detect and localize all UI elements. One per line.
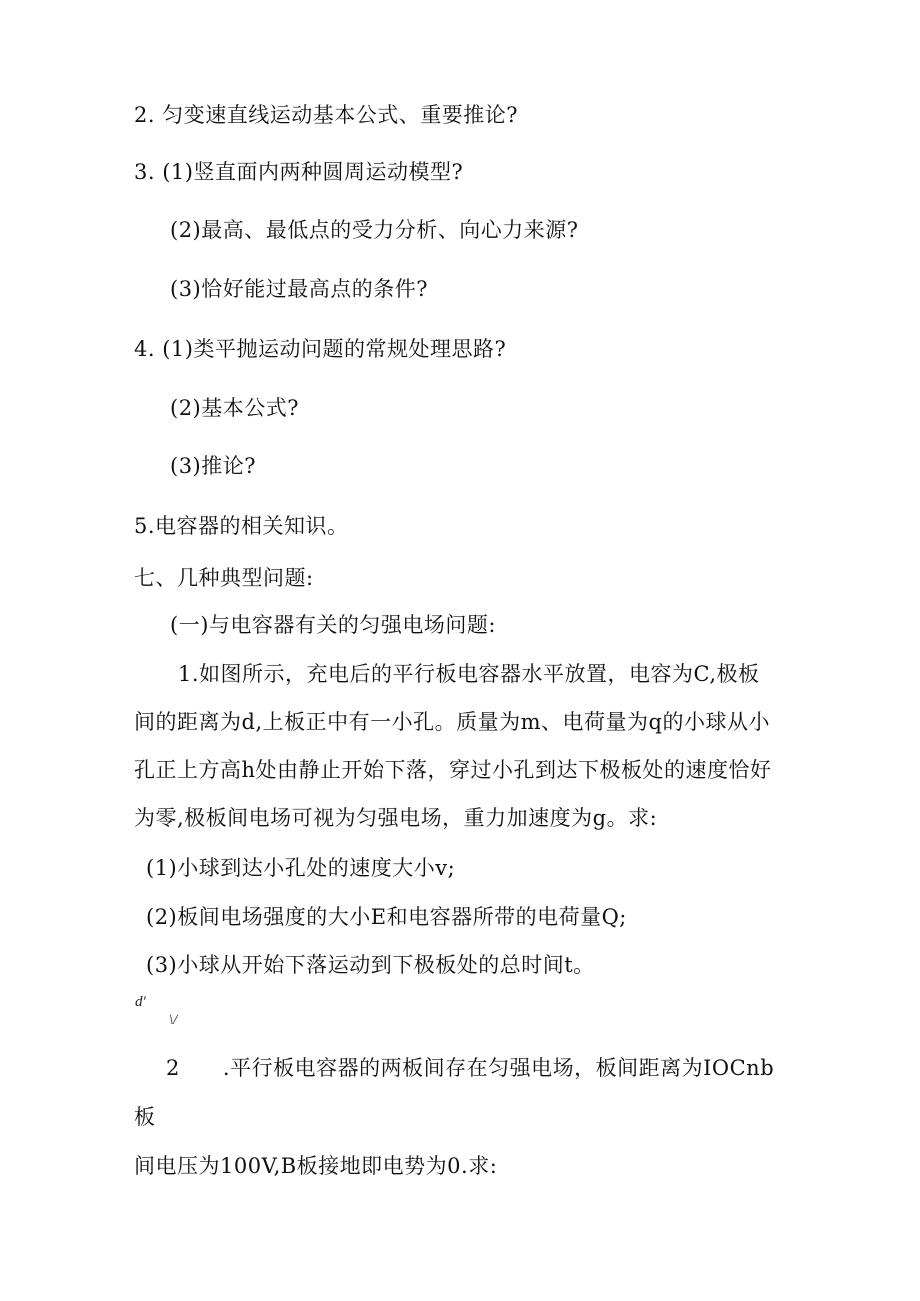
question-4-part-1: 4. (1)类平抛运动问题的常规处理思路?: [134, 337, 507, 361]
question-3-part-2: (2)最高、最低点的受力分析、向心力来源?: [170, 218, 579, 242]
figure-label-d: d': [135, 994, 146, 1010]
section-heading: 七、几种典型问题:: [134, 566, 314, 590]
question-4-part-3: (3)推论?: [170, 454, 257, 478]
problem-1-subquestion-2: (2)板间电场强度的大小E和电容器所带的电荷量Q;: [146, 905, 627, 929]
question-4-part-2: (2)基本公式?: [170, 396, 300, 420]
question-3-part-3: (3)恰好能过最高点的条件?: [170, 277, 429, 301]
subsection-heading: (一)与电容器有关的匀强电场问题:: [170, 613, 496, 637]
question-3-part-1: 3. (1)竖直面内两种圆周运动模型?: [134, 160, 464, 184]
problem-1-subquestion-1: (1)小球到达小孔处的速度大小v;: [146, 856, 456, 880]
problem-2-line-1: 2 .平行板电容器的两板间存在匀强电场，板间距离为IOCnb: [166, 1056, 775, 1080]
question-5: 5.电容器的相关知识。: [134, 514, 349, 538]
problem-1-line-1: 1.如图所示，充电后的平行板电容器水平放置，电容为C,极板: [178, 662, 760, 686]
problem-1-line-4: 为零,极板间电场可视为匀强电场，重力加速度为g。求:: [134, 806, 658, 830]
problem-2-line-2: 板: [134, 1105, 156, 1129]
problem-1-line-2: 间的距离为d,上板正中有一小孔。质量为m、电荷量为q的小球从小: [134, 710, 770, 734]
problem-1-subquestion-3: (3)小球从开始下落运动到下极板处的总时间t。: [146, 953, 595, 977]
figure-label-v: \/: [169, 1012, 178, 1028]
problem-1-line-3: 孔正上方高h处由静止开始下落，穿过小孔到达下极板处的速度恰好: [134, 758, 772, 782]
problem-2-line-3: 间电压为100V,B板接地即电势为0.求:: [134, 1154, 498, 1178]
question-2: 2. 匀变速直线运动基本公式、重要推论?: [134, 103, 518, 127]
